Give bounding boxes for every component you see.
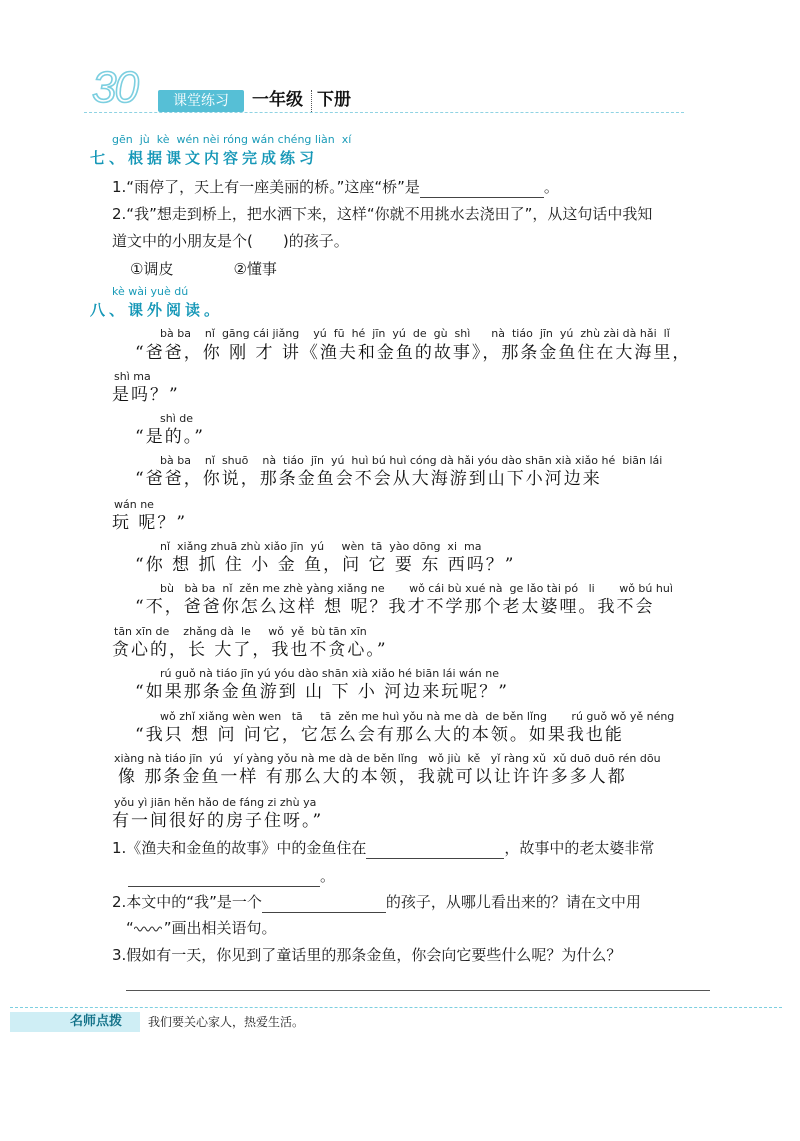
passage-text: 贪心的，长 大了，我也不贪心。” xyxy=(112,640,388,660)
passage-pinyin: wán ne xyxy=(114,498,154,511)
question-2-open-quote: “ xyxy=(126,919,134,937)
passage-pinyin: bù bà ba nǐ zěn me zhè yàng xiǎng ne wǒ cái bù xué nà ge lǎo tài pó li wǒ bú huì xyxy=(160,582,673,595)
passage-text: “如果那条金鱼游到 山 下 小 河边来玩呢？” xyxy=(135,682,509,702)
page-number: 30 xyxy=(92,63,137,112)
passage-text: “我只 想 问 问它，它怎么会有那么大的本领。如果我也能 xyxy=(135,725,624,745)
question-1-text-b: ，故事中的老太婆非常 xyxy=(504,839,655,857)
header-tag: 课堂练习 xyxy=(158,90,244,112)
passage-pinyin: nǐ xiǎng zhuā zhù xiǎo jīn yú wèn tā yào dōng xi ma xyxy=(160,540,482,553)
section7-title: 七、根据课文内容完成练习 xyxy=(90,149,319,167)
passage-text: “你 想 抓 住 小 金 鱼，问 它 要 东 西吗？” xyxy=(135,555,516,575)
passage-pinyin: rú guǒ nà tiáo jīn yú yóu dào shān xià xiǎo hé biān lái wán ne xyxy=(160,667,499,680)
question-1-end: 。 xyxy=(320,867,336,885)
section7-q1-end: 。 xyxy=(543,178,559,196)
passage-text: 像 那条金鱼一样 有那么大的本领，我就可以让许许多多人都 xyxy=(118,767,627,787)
section7-q1-text: 1.“雨停了，天上有一座美丽的桥。”这座“桥”是 xyxy=(112,178,420,196)
passage-pinyin: bà ba nǐ gāng cái jiǎng yú fū hé jīn yú de gù shì nà tiáo jīn yú zhù zài dà hǎi lǐ xyxy=(160,327,670,340)
passage-text: 有一间很好的房子住呀。” xyxy=(112,811,324,831)
section7-q1 xyxy=(112,176,559,198)
answer-blank[interactable] xyxy=(366,840,504,859)
passage-pinyin: wǒ zhǐ xiǎng wèn wen tā tā zěn me huì yǒu nà me dà de běn lǐng rú guǒ wǒ yě néng xyxy=(160,710,675,723)
passage-pinyin: shì de xyxy=(160,412,194,425)
header-divider xyxy=(84,112,684,113)
passage-text: 是吗？” xyxy=(112,385,180,405)
question-2-text: 2.本文中的“我”是一个 xyxy=(112,893,262,911)
section7-pinyin: gēn jù kè wén nèi róng wán chéng liàn xí xyxy=(112,133,352,146)
passage-text: “不，爸爸你怎么这样 想 呢？我才不学那个老太婆哩。我不会 xyxy=(135,597,655,617)
question-2-text-b: 的孩子，从哪儿看出来的？请在文中用 xyxy=(385,893,641,911)
question-3: 3.假如有一天，你见到了童话里的那条金鱼，你会向它要些什么呢？为什么？ xyxy=(112,946,622,964)
section7-q2-options[interactable]: ①调皮 ②懂事 xyxy=(130,260,277,278)
passage-pinyin: xiàng nà tiáo jīn yú yí yàng yǒu nà me dà de běn lǐng wǒ jiù kě yǐ ràng xǔ xǔ duō duō rén dōu xyxy=(114,752,661,765)
footer-divider xyxy=(10,1007,782,1008)
answer-line[interactable] xyxy=(126,990,710,991)
question-2-instruction: ”画出相关语句。 xyxy=(163,919,277,937)
section8-pinyin: kè wài yuè dú xyxy=(112,285,189,298)
section8-title: 八、课外阅读。 xyxy=(90,301,224,319)
header-separator xyxy=(311,90,312,112)
passage-pinyin: bà ba nǐ shuō nà tiáo jīn yú huì bú huì cóng dà hǎi yóu dào shān xià xiǎo hé biān lái xyxy=(160,454,663,467)
question-2 xyxy=(112,891,641,913)
question-2-line2 xyxy=(126,917,277,940)
passage-text: “爸爸，你 刚 才 讲《渔夫和金鱼的故事》，那条金鱼住在大海里， xyxy=(135,343,692,363)
wavy-underline-icon xyxy=(134,918,164,940)
section7-q2-line2: 道文中的小朋友是个( )的孩子。 xyxy=(112,232,349,250)
passage-text: 玩 呢？” xyxy=(112,513,188,533)
passage-pinyin: tān xīn de zhǎng dà le wǒ yě bù tān xīn xyxy=(114,625,367,638)
passage-pinyin: shì ma xyxy=(114,370,151,383)
passage-pinyin: yǒu yì jiān hěn hǎo de fáng zi zhù ya xyxy=(114,796,317,809)
passage-text: “爸爸，你说，那条金鱼会不会从大海游到山下小河边来 xyxy=(135,469,602,489)
answer-blank[interactable] xyxy=(420,179,544,198)
question-1-line2 xyxy=(128,865,335,887)
footer-tip: 我们要关心家人，热爱生活。 xyxy=(148,1015,305,1029)
question-1 xyxy=(112,837,654,859)
section7-q2-line1: 2.“我”想走到桥上，把水洒下来，这样“你就不用挑水去浇田了”，从这句话中我知 xyxy=(112,205,653,223)
passage-text: “是的。” xyxy=(135,427,205,447)
header-term: 下册 xyxy=(317,90,351,110)
header-grade: 一年级 xyxy=(252,90,303,110)
question-1-text: 1.《渔夫和金鱼的故事》中的金鱼住在 xyxy=(112,839,367,857)
answer-blank[interactable] xyxy=(262,894,386,913)
footer-tag: 名师点拨 xyxy=(70,1014,123,1029)
answer-blank[interactable] xyxy=(128,868,320,887)
